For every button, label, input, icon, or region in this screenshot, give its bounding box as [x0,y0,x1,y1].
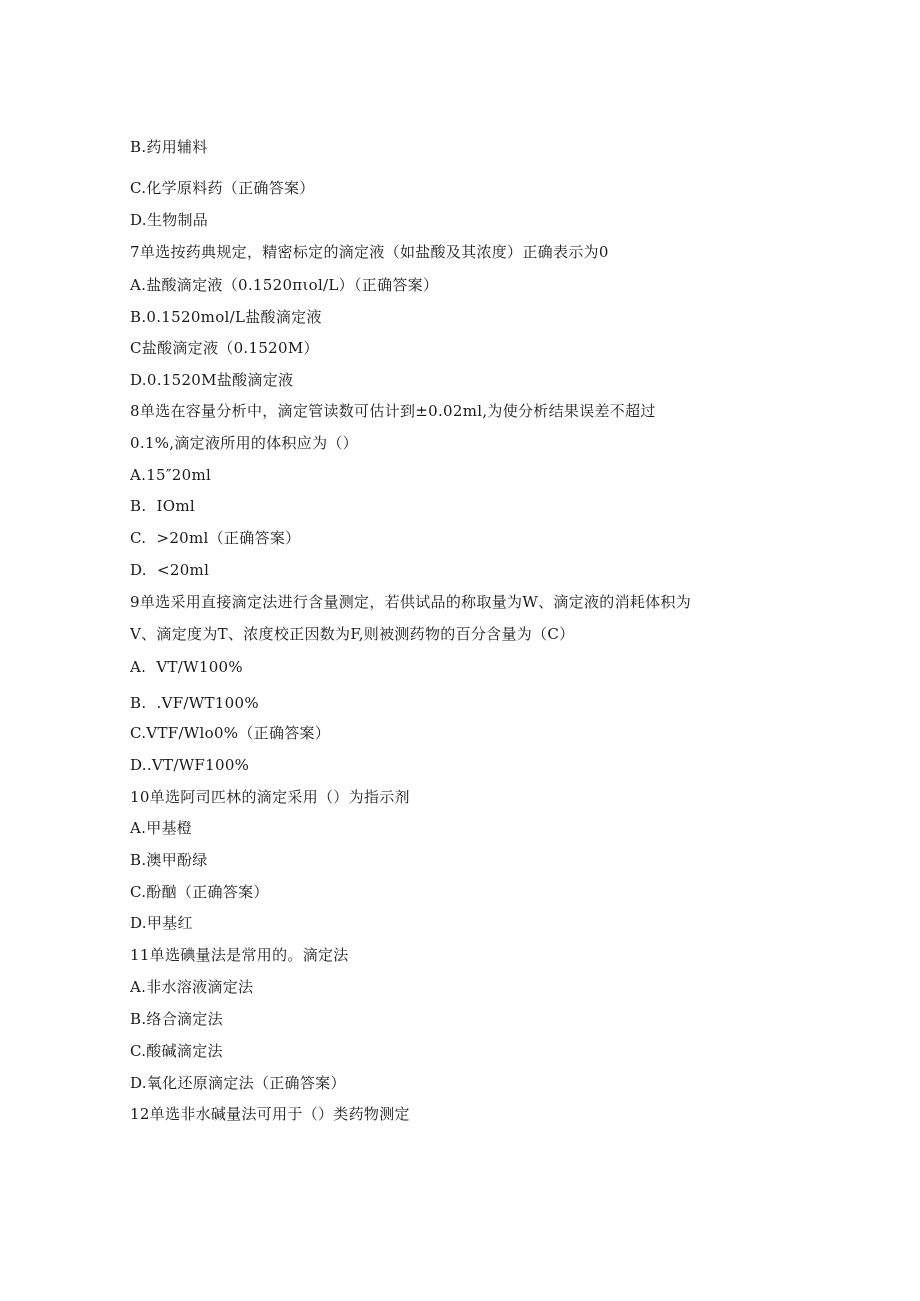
question-8: 8单选在容量分析中，滴定管读数可估计到±0.02ml,为使分析结果误差不超过 [130,402,656,420]
option-c-q10: C.酚酗（正确答案） [130,883,269,901]
option-a-q11: A.非水溶液滴定法 [130,978,254,996]
option-a-q9: A. VT/W100% [130,658,243,676]
option-b-q8: B. IOml [130,497,195,515]
option-b-q11: B.络合滴定法 [130,1010,223,1028]
option-a-q8: A.15″20ml [130,466,212,484]
option-d-q8: D. <20ml [130,561,210,579]
option-c-q6: C.化学原料药（正确答案） [130,179,315,197]
option-d-q7: D.0.1520M盐酸滴定液 [130,371,294,389]
option-c-q7: C盐酸滴定液（0.1520M） [130,339,319,357]
option-d-q10: D.甲基红 [130,914,193,932]
option-b-q6: B.药用辅料 [130,138,208,156]
option-c-q9: C.VTF/Wlo0%（正确答案） [130,724,331,742]
question-9-cont: V、滴定度为T、浓度校正因数为F,则被测药物的百分含量为（C） [130,625,575,643]
option-d-q11: D.氧化还原滴定法（正确答案） [130,1074,346,1092]
option-b-q7: B.0.1520mol/L盐酸滴定液 [130,308,322,326]
option-b-q9: B. .VF/WT100% [130,694,259,712]
option-a-q7: A.盐酸滴定液（0.1520πιol/L）（正确答案） [130,276,439,294]
option-c-q8: C. >20ml（正确答案） [130,529,301,547]
option-d-q9: D..VT/WF100% [130,756,250,774]
option-d-q6: D.生物制品 [130,211,209,229]
question-7: 7单选按药典规定，精密标定的滴定液（如盐酸及其浓度）正确表示为0 [130,243,609,261]
option-b-q10: B.澳甲酚绿 [130,851,208,869]
question-8-cont: 0.1%,滴定液所用的体积应为（） [130,434,358,452]
question-12: 12单选非水碱量法可用于（）类药物测定 [130,1105,410,1123]
question-10: 10单选阿司匹林的滴定采用（）为指示剂 [130,788,410,806]
question-9: 9单选采用直接滴定法进行含量测定，若供试品的称取量为W、滴定液的消耗体积为 [130,593,692,611]
question-11: 11单选碘量法是常用的。滴定法 [130,946,349,964]
option-a-q10: A.甲基橙 [130,819,193,837]
option-c-q11: C.酸碱滴定法 [130,1042,223,1060]
